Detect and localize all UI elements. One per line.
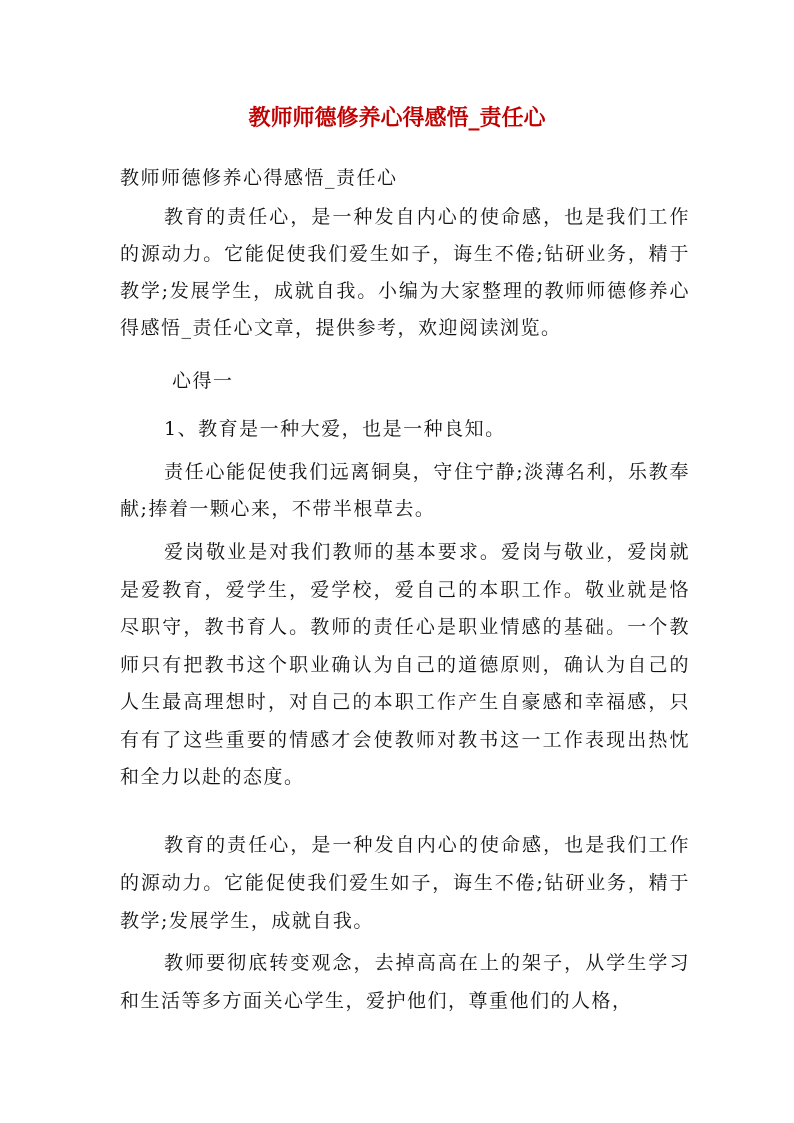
paragraph-intro: 教育的责任心，是一种发自内心的使命感，也是我们工作的源动力。它能促使我们爱生如子，诲生不倦;钻研业务，精于教学;发展学生，成就自我。小编为大家整理的教师师德修养心得感悟_责任心文章，提供参考，欢迎阅读浏览。 [120, 206, 690, 339]
paragraph-dedication: 爱岗敬业是对我们教师的基本要求。爱岗与敬业，爱岗就是爱教育，爱学生，爱学校，爱自己的本职工作。敬业就是恪尽职守，教书育人。教师的责任心是职业情感的基础。一个教师只有把教书这个职业确认为自己的道德原则，确认为自己的人生最高理想时，对自己的本职工作产生自豪感和幸福感，只有有了这些重要的情感才会使教师对教书这一工作表现出热忱和全力以赴的态度。 [120, 541, 690, 788]
document-subtitle: 教师师德修养心得感悟_责任心 [120, 167, 398, 189]
paragraph-mission: 教育的责任心，是一种发自内心的使命感，也是我们工作的源动力。它能促使我们爱生如子，诲生不倦;钻研业务，精于教学;发展学生，成就自我。 [120, 834, 690, 932]
document-title: 教师师德修养心得感悟_责任心 [248, 105, 546, 131]
numbered-point: 1、教育是一种大爱，也是一种良知。 [164, 418, 506, 440]
section-heading: 心得一 [172, 370, 234, 392]
paragraph-responsibility: 责任心能促使我们远离铜臭，守住宁静;淡薄名利，乐教奉献;捧着一颗心来，不带半根草去。 [120, 461, 690, 520]
paragraph-attitude: 教师要彻底转变观念，去掉高高在上的架子，从学生学习和生活等多方面关心学生，爱护他们，尊重他们的人格， [120, 952, 690, 1012]
